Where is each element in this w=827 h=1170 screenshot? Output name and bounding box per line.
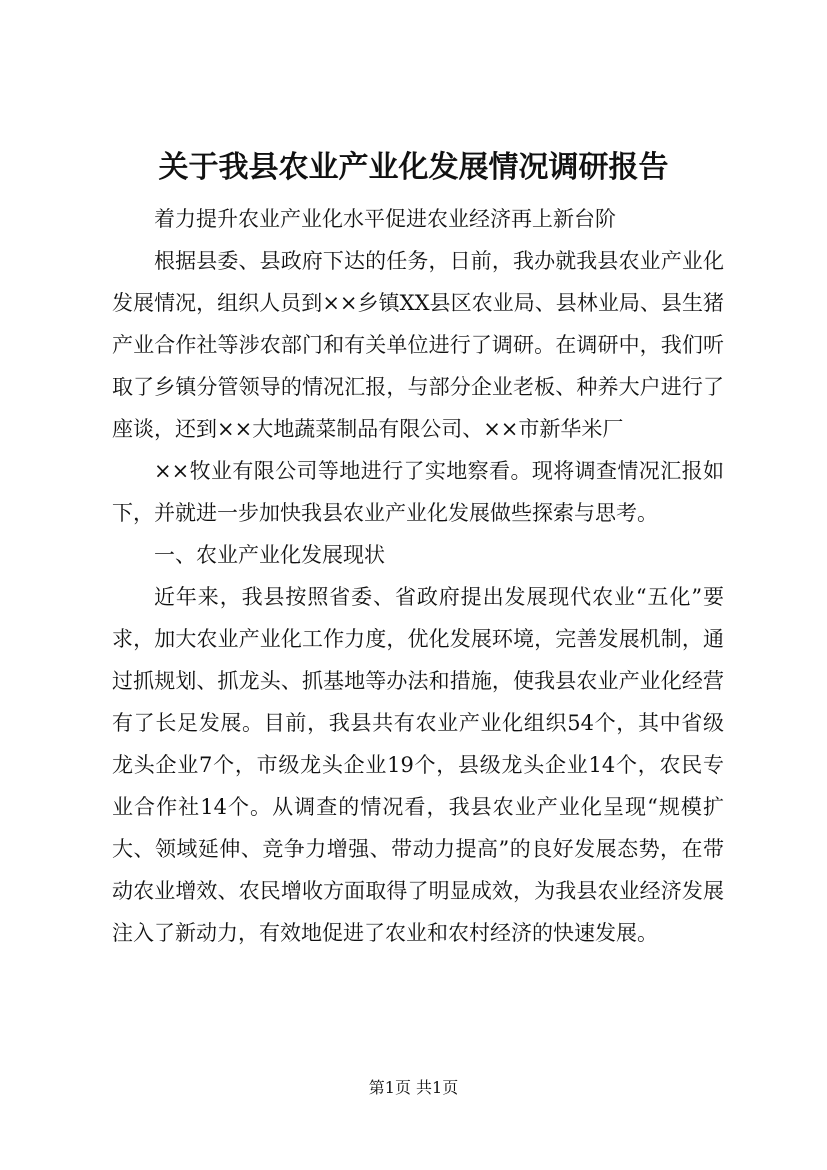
document-subtitle: 着力提升农业产业化水平促进农业经济再上新台阶 xyxy=(154,207,616,231)
paragraph-continuation: ××牧业有限公司等地进行了实地察看。现将调查情况汇报如下，并就进一步加快我县农业产业化发展做些探索与思考。 xyxy=(112,459,724,525)
page-footer: 第1页 共1页 xyxy=(368,1078,459,1097)
section-heading-1: 一、农业产业化发展现状 xyxy=(154,543,385,567)
document-body xyxy=(112,198,724,954)
paragraph-intro: 根据县委、县政府下达的任务，日前，我办就我县农业产业化发展情况，组织人员到××乡镇XX县区农业局、县林业局、县生猪产业合作社等涉农部门和有关单位进行了调研。在调研中，我们听取了乡镇分管领导的情况汇报，与部分企业老板、种养大户进行了座谈，还到××大地蔬菜制品有限公司、××市新华米厂 xyxy=(112,249,724,441)
document-title: 关于我县农业产业化发展情况调研报告 xyxy=(158,150,669,185)
paragraph-status: 近年来，我县按照省委、省政府提出发展现代农业“五化”要求，加大农业产业化工作力度，优化发展环境，完善发展机制，通过抓规划、抓龙头、抓基地等办法和措施，使我县农业产业化经营有了长足发展。目前，我县共有农业产业化组织54个，其中省级龙头企业7个，市级龙头企业19个，县级龙头企业14个，农民专业合作社14个。从调查的情况看，我县农业产业化呈现“规模扩大、领域延伸、竞争力增强、带动力提高”的良好发展态势，在带动农业增效、农民增收方面取得了明显成效，为我县农业经济发展注入了新动力，有效地促进了农业和农村经济的快速发展。 xyxy=(112,585,724,945)
